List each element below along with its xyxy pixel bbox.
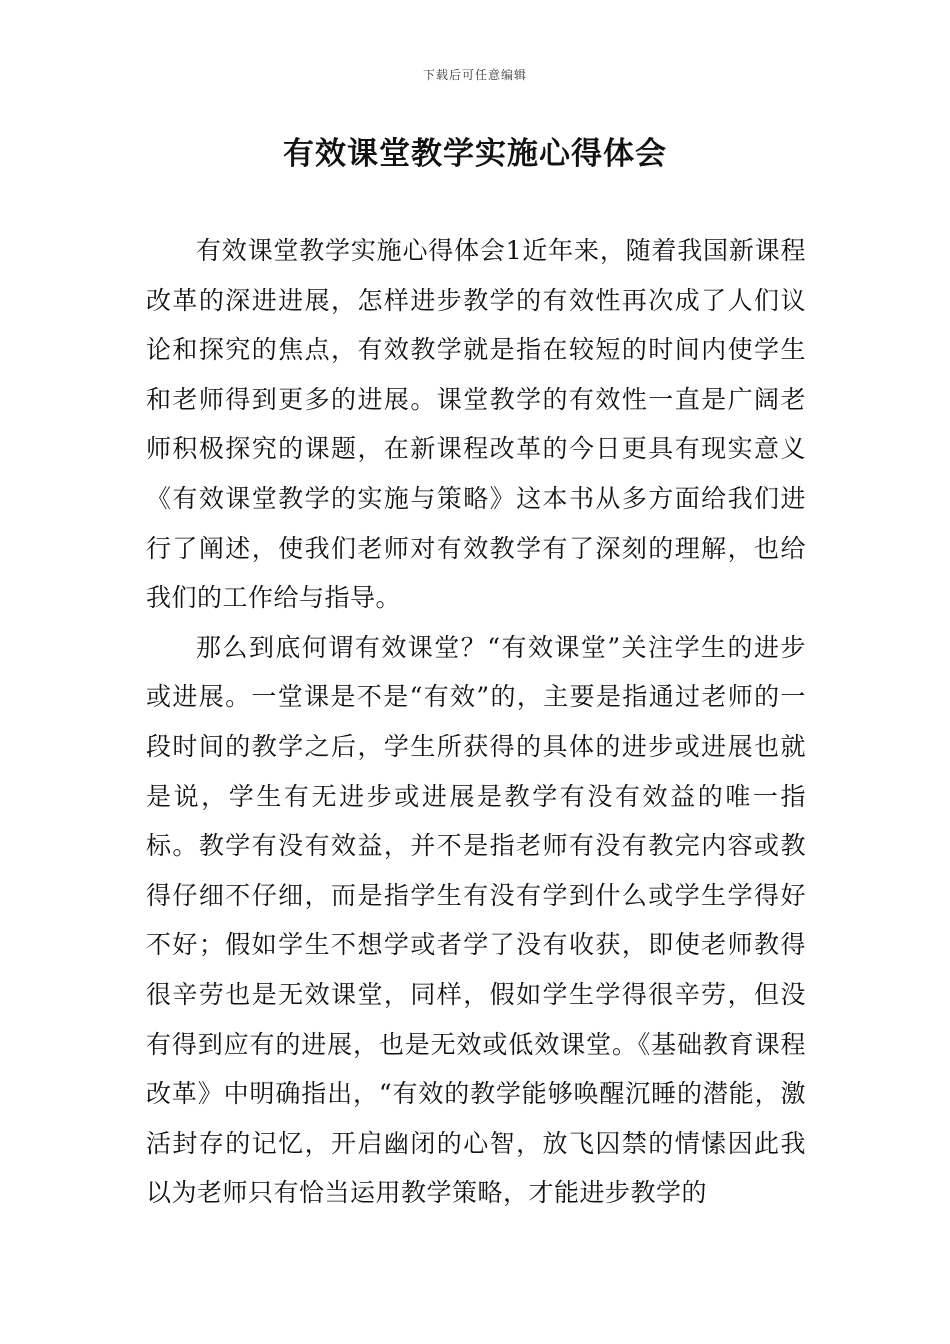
document-title: 有效课堂教学实施心得体会 xyxy=(283,136,667,172)
paragraph-2: 那么到底何谓有效课堂？“有效课堂”关注学生的进步或进展。一堂课是不是“有效”的，主要是指通过老师的一段时间的教学之后，学生所获得的具体的进步或进展也就是说，学生有无进步或进展是教学有没有效益的唯一指标。教学有没有效益，并不是指老师有没有教完内容或教得仔细不仔细，而是指学生有没有学到什么或学生学得好不好；假如学生不想学或者学了没有收获，即使老师教得很辛劳也是无效课堂，同样，假如学生学得很辛劳，但没有得到应有的进展，也是无效或低效课堂。《基础教育课程改革》中明确指出，“有效的教学能够唤醒沉睡的潜能，激活封存的记忆，开启幽闭的心智，放飞囚禁的情愫因此我以为老师只有恰当运用教学策略，才能进步教学的 xyxy=(146,632,806,1208)
paragraph-1: 有效课堂教学实施心得体会1近年来，随着我国新课程改革的深进进展，怎样进步教学的有效性再次成了人们议论和探究的焦点，有效教学就是指在较短的时间内使学生和老师得到更多的进展。课堂教学的有效性一直是广阔老师积极探究的课题，在新课程改革的今日更具有现实意义《有效课堂教学的实施与策略》这本书从多方面给我们进行了阐述，使我们老师对有效教学有了深刻的理解，也给我们的工作给与指导。 xyxy=(146,236,806,613)
document-body xyxy=(146,226,806,1218)
header-note: 下载后可任意编辑 xyxy=(422,68,527,82)
